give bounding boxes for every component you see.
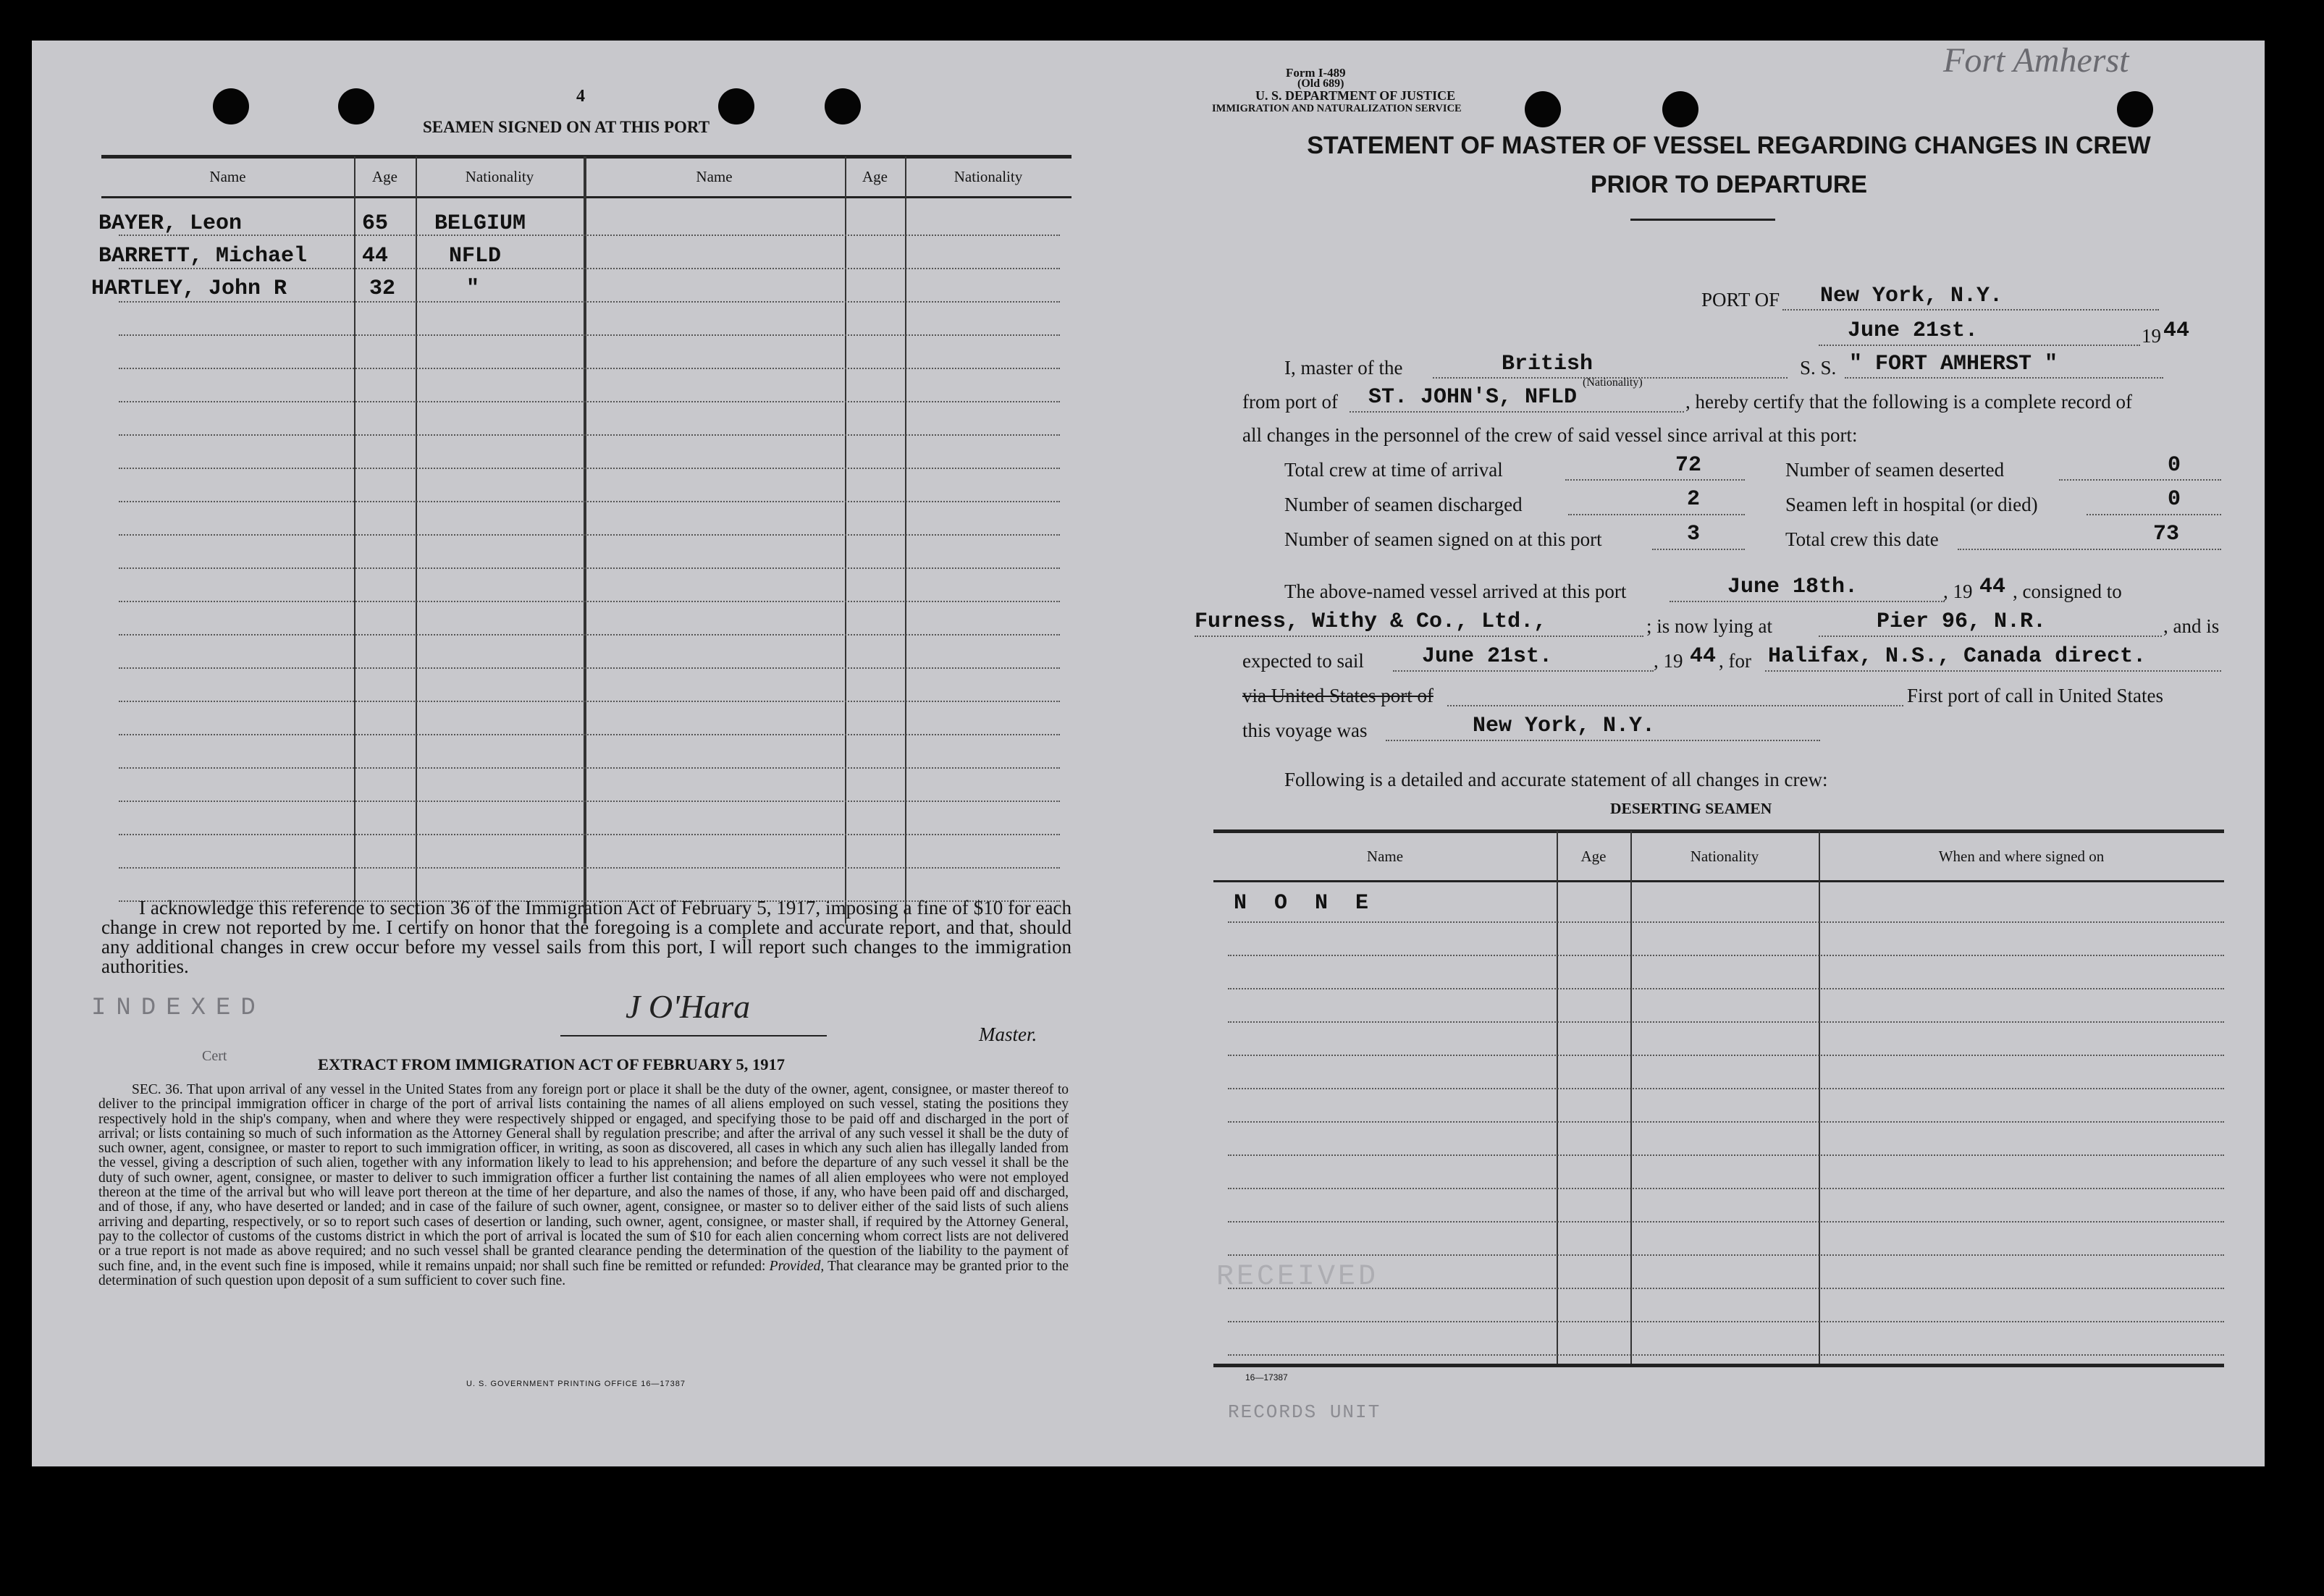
column-header-age: Age — [862, 168, 888, 185]
consignee: Furness, Withy & Co., Ltd., — [1195, 609, 1547, 634]
stat-value: 3 — [1687, 522, 1701, 546]
following-text: Following is a detailed and accurate statement of all changes in crew: — [1284, 769, 1828, 790]
certify-text: , hereby certify that the following is a complete record of — [1685, 391, 2133, 413]
stat-label: Number of seamen signed on at this port — [1284, 528, 1602, 550]
sail-year-value: 44 — [1690, 644, 1717, 669]
received-stamp: RECEIVED — [1216, 1261, 1379, 1293]
year-prefix: 19 — [2142, 325, 2161, 347]
port-label: PORT OF — [1701, 289, 1780, 311]
punch-hole — [718, 88, 754, 124]
handwritten-note: Fort Amherst — [1943, 41, 2129, 80]
lying-label: ; is now lying at — [1646, 615, 1772, 637]
port-value: New York, N.Y. — [1820, 284, 2003, 308]
punch-hole — [213, 88, 249, 124]
extract-body: SEC. 36. That upon arrival of any vessel in the United States from any foreign port or place it shall be the duty of the owner, agent, consignee, or master thereof to deliver to the principal immigration officer in charge of the port of arrival lists containing the names of all aliens employed on such vessel, stating the positions they respectively hold in the ship's company, when and where they were respectively shipped or engaged, and specifying those to be paid off and discharged in the port of arrival; or lists containing so much of such information as the Attorney General shall by regulation prescribe; and after the arrival of any such vessel it shall be the duty of such owner, agent, consignee, or master to report to such immigration officer, in writing, as soon as discovered, all cases in which any such alien has illegally landed from the vessel, giving a description of such alien, together with any information likely to lead to his apprehension; and before the departure of any such vessel it shall be the duty of such owner, agent, consignee, or master to deliver to such immigration officer a further list containing the names of all alien employees who were not employed thereon at the time of the arrival but who will leave port thereon at the time of her departure, and also the names of those, if any, who have been paid off and discharged, and of those, if any, who have deserted or landed; and in case of the failure of such owner, agent, consignee, or master so to deliver either of the said lists of such aliens arriving and departing, respectively, or so to report such cases of desertion or landing, such owner, agent, consignee, or master shall, if required by the Attorney General, pay to the collector of customs of the customs district in which the port of arrival is located the sum of $10 for each alien concerning whom correct lists are not delivered or a true report is not made as above required; and no such vessel shall be granted clearance pending the determination of the question of the liability to the payment of such fine, and, in the event such fine is imposed, while it remains unpaid; nor shall such fine be remitted or refunded: — [98, 1082, 1069, 1274]
column-header-name: Name — [209, 168, 246, 185]
extract-text — [98, 1083, 1069, 1288]
extract-title: EXTRACT FROM IMMIGRATION ACT OF FEBRUARY 5, 1917 — [318, 1055, 786, 1073]
column-header-nationality: Nationality — [1690, 848, 1759, 865]
column-header-signed-on: When and where signed on — [1938, 848, 2105, 865]
punch-hole — [1662, 91, 1698, 127]
column-header-nationality: Nationality — [953, 168, 1023, 185]
expected-label: expected to sail — [1242, 650, 1364, 672]
master-signature: J O'Hara — [626, 988, 751, 1025]
column-header-name: Name — [696, 168, 733, 185]
consigned-label: , consigned to — [2013, 580, 2122, 602]
arrived-year-prefix: , 19 — [1943, 580, 1973, 602]
seaman-name: HARTLEY, John R — [91, 276, 287, 301]
stamp-cert: Cert — [202, 1048, 227, 1064]
ss-label: S. S. — [1800, 357, 1837, 379]
acknowledgement-text: I acknowledge this reference to section 36 of the Immigration Act of February 5, 1917, imposing a fine of $10 for each change in crew not reported by me. I certify on honor that the foregoing is a complete and accurate report, and that, should any additional changes in crew occur before my vessel sails from this port, I will report such changes to the immigration authorities. — [101, 897, 1072, 977]
nationality-value: British — [1502, 352, 1593, 376]
stat-label: Number of seamen deserted — [1785, 459, 2005, 481]
lying-value: Pier 96, N.R. — [1877, 609, 2047, 634]
form-code: 16—17387 — [1245, 1372, 1288, 1382]
stat-value: 0 — [2168, 487, 2181, 512]
stat-label: Total crew at time of arrival — [1284, 459, 1503, 481]
records-unit-stamp: RECORDS UNIT — [1228, 1401, 1381, 1423]
punch-hole — [825, 88, 861, 124]
deserting-entry: N O N E — [1234, 891, 1376, 916]
left-page-title: SEAMEN SIGNED ON AT THIS PORT — [423, 118, 710, 136]
sail-year-prefix: , 19 — [1654, 650, 1683, 672]
from-port-value: ST. JOHN'S, NFLD — [1368, 385, 1578, 410]
stat-value: 73 — [2153, 522, 2180, 546]
seaman-age: 32 — [369, 276, 396, 301]
form-old-number: (Old 689) — [1297, 77, 1344, 90]
stat-label: Number of seamen discharged — [1284, 494, 1523, 515]
stat-value: 0 — [2168, 453, 2181, 478]
for-label: , for — [1719, 650, 1751, 672]
arrived-year-value: 44 — [1979, 575, 2006, 599]
column-header-age: Age — [1580, 848, 1607, 865]
column-header-nationality: Nationality — [465, 168, 534, 185]
via-text: via United States port of — [1242, 685, 1433, 706]
arrived-value: June 18th. — [1727, 575, 1858, 599]
seaman-name: BAYER, Leon — [98, 211, 243, 236]
column-header-name: Name — [1366, 848, 1404, 865]
master-of-the-label: I, master of the — [1284, 357, 1403, 379]
seaman-nationality: BELGIUM — [434, 211, 526, 236]
punch-hole — [2117, 91, 2153, 127]
stat-label: Total crew this date — [1785, 528, 1939, 550]
and-is-label: , and is — [2163, 615, 2220, 637]
printer-line: U. S. GOVERNMENT PRINTING OFFICE 16—17387 — [466, 1380, 686, 1388]
form-subtitle: PRIOR TO DEPARTURE — [1590, 171, 1868, 198]
arrived-label: The above-named vessel arrived at this port — [1284, 580, 1627, 602]
extract-end: That clearance may be granted prior to the determination of such question upon deposit of a sum sufficient to cover such fine. — [98, 1258, 1069, 1288]
first-port-label: First port of call in United States — [1907, 685, 2163, 706]
stat-value: 72 — [1675, 453, 1702, 478]
page-number: 4 — [576, 87, 585, 106]
punch-hole — [1525, 91, 1561, 127]
master-label: Master. — [979, 1023, 1037, 1045]
all-changes-text: all changes in the personnel of the crew of said vessel since arrival at this port: — [1242, 424, 1858, 446]
deserting-title: DESERTING SEAMEN — [1610, 800, 1772, 817]
indexed-stamp: INDEXED — [91, 995, 266, 1022]
punch-hole — [338, 88, 374, 124]
extract-provided: Provided, — [769, 1258, 825, 1274]
department-name: U. S. DEPARTMENT OF JUSTICE — [1255, 88, 1456, 103]
sail-date: June 21st. — [1422, 644, 1553, 669]
seaman-age: 65 — [362, 211, 389, 236]
form-number: Form I-489 — [1286, 66, 1346, 80]
document-paper — [32, 41, 2265, 1466]
seaman-age: 44 — [362, 244, 389, 269]
seaman-name: BARRETT, Michael — [98, 244, 308, 269]
voyage-label: this voyage was — [1242, 719, 1368, 741]
voyage-value: New York, N.Y. — [1473, 714, 1656, 738]
form-title: STATEMENT OF MASTER OF VESSEL REGARDING CHANGES IN CREW — [1307, 132, 2151, 159]
year-value: 44 — [2163, 318, 2190, 343]
from-port-label: from port of — [1242, 391, 1338, 413]
seaman-nationality: NFLD — [449, 244, 502, 269]
service-name: IMMIGRATION AND NATURALIZATION SERVICE — [1212, 103, 1462, 114]
stat-value: 2 — [1687, 487, 1701, 512]
nationality-caption: (Nationality) — [1583, 376, 1643, 389]
seaman-nationality: " — [466, 276, 480, 301]
column-header-age: Age — [372, 168, 397, 185]
stat-label: Seamen left in hospital (or died) — [1785, 494, 2038, 515]
vessel-name: " FORT AMHERST " — [1849, 352, 2058, 376]
destination: Halifax, N.S., Canada direct. — [1768, 644, 2147, 669]
date-value: June 21st. — [1848, 318, 1979, 343]
